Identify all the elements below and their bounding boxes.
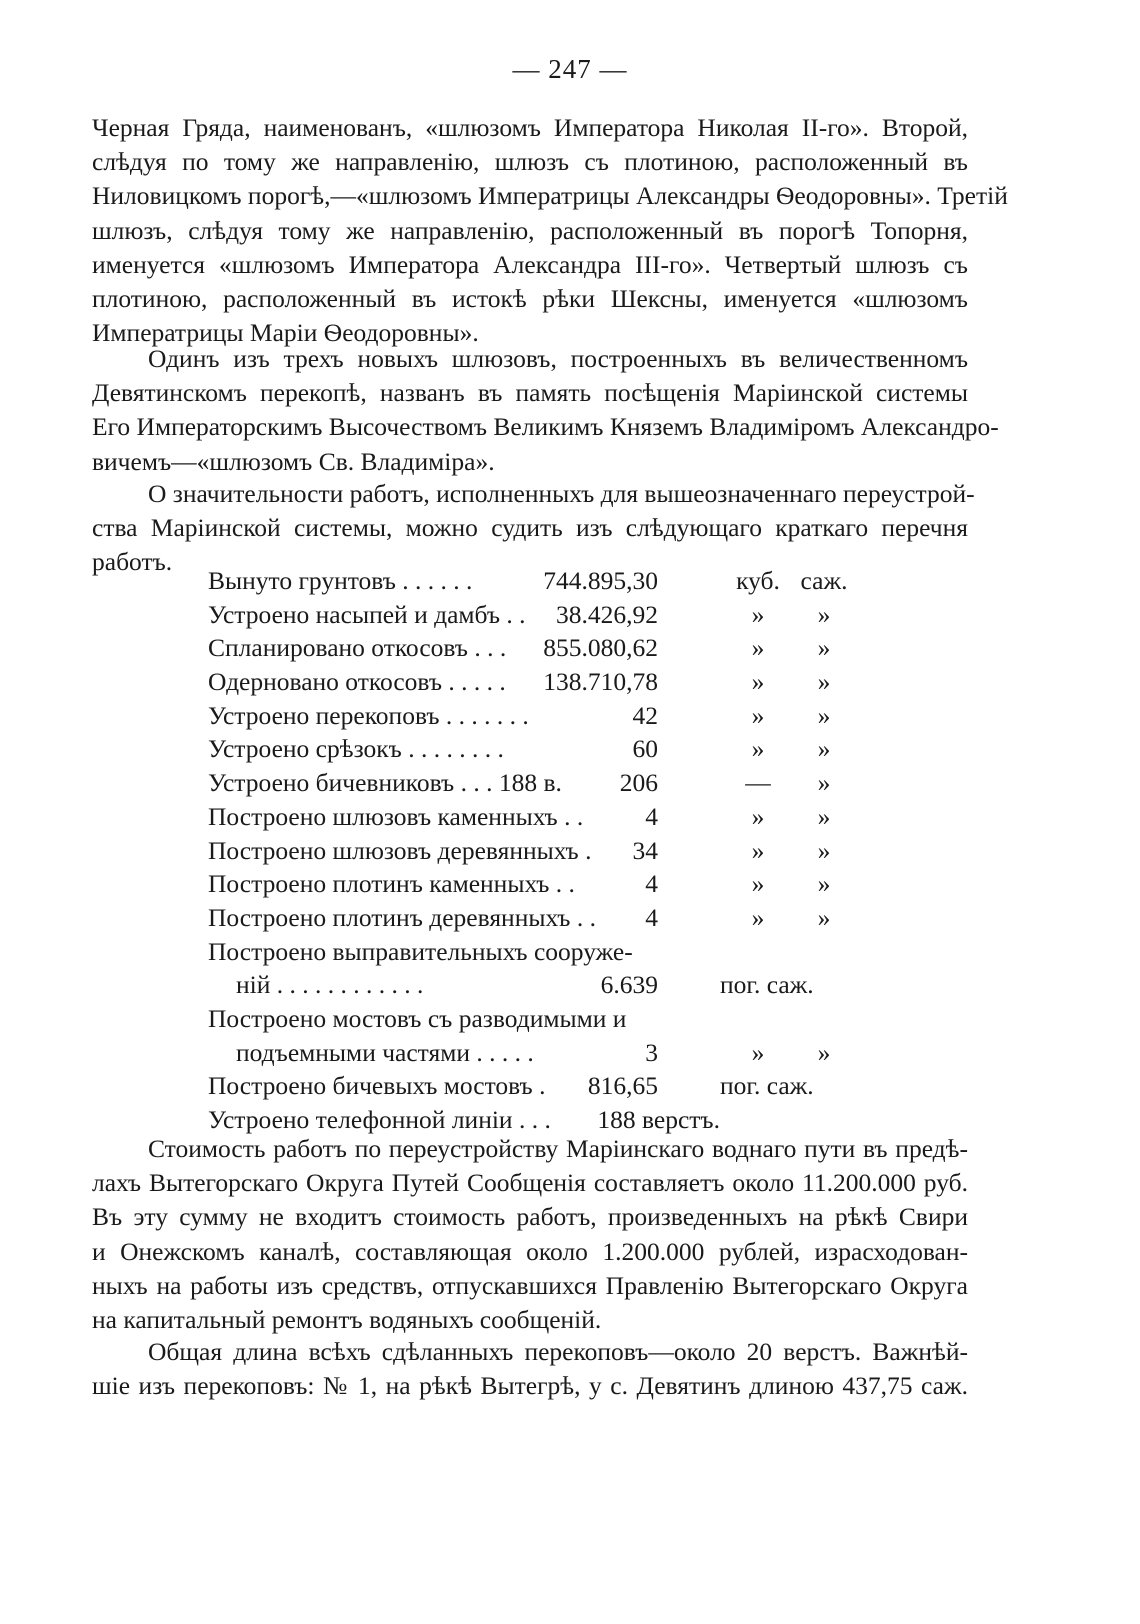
- paragraph-works-intro: [92, 477, 975, 580]
- work-row: [208, 1038, 888, 1072]
- work-row: [208, 1071, 888, 1105]
- text-line: Одинъ изъ трехъ новыхъ шлюзовъ, построенныхъ въ величественномъ: [148, 344, 968, 373]
- work-unit: —: [745, 768, 771, 798]
- page-number: — 247 —: [512, 54, 628, 84]
- work-label: подъемными частями . . . . .: [236, 1037, 534, 1067]
- text-line: Его Императорскимъ Высочествомъ Великимъ Княземъ Владимiромъ Александро-: [92, 412, 999, 442]
- text-line: Общая длина всѣхъ сдѣланныхъ перекоповъ—около 20 верстъ. Важнѣй-: [148, 1337, 968, 1366]
- text-line: на капитальный ремонтъ водяныхъ сообщенiй.: [92, 1305, 602, 1335]
- work-qty: 60: [632, 734, 658, 764]
- work-unit: »: [751, 700, 765, 730]
- work-qty: 206: [619, 768, 658, 798]
- work-unit: »: [817, 902, 831, 932]
- work-label: Устроено перекоповъ . . . . . . .: [208, 700, 529, 730]
- work-qty: 4: [645, 902, 658, 932]
- work-qty: 188 верстъ.: [597, 1105, 720, 1134]
- work-unit: »: [817, 768, 831, 798]
- work-unit: »: [751, 801, 765, 831]
- work-row: [208, 869, 888, 903]
- text-line: и Онежскомъ каналѣ, составляющая около 1.200.000 рублей, израсходован-: [92, 1236, 968, 1266]
- work-label: Устроено бичевниковъ . . . 188 в.: [208, 768, 562, 798]
- work-row: [208, 937, 888, 971]
- work-unit: »: [817, 734, 831, 764]
- work-unit: »: [751, 633, 765, 663]
- work-row: [208, 1004, 888, 1038]
- work-qty: 816,65: [587, 1071, 658, 1101]
- work-unit: »: [817, 801, 831, 831]
- work-row: [208, 768, 888, 802]
- work-unit: »: [751, 599, 765, 629]
- work-label: Построено шлюзовъ каменныхъ . .: [208, 801, 584, 831]
- paragraph-locks-names: [92, 111, 1008, 350]
- work-unit: »: [817, 633, 831, 663]
- work-unit: »: [817, 1037, 831, 1067]
- text-line: именуется «шлюзомъ Императора Александра III-го». Четвертый шлюзъ съ: [92, 249, 968, 279]
- text-line: шлюзъ, слѣдуя тому же направленiю, расположенный въ порогѣ Топорня,: [92, 215, 968, 245]
- work-unit: »: [817, 700, 831, 730]
- work-unit: »: [751, 902, 765, 932]
- work-row: [208, 667, 888, 701]
- text-line: плотиною, расположенный въ истокѣ рѣки Шексны, именуется «шлюзомъ: [92, 284, 968, 314]
- work-row: [208, 802, 888, 836]
- work-label: Устроено срѣзокъ . . . . . . . .: [208, 734, 504, 764]
- text-line: слѣдуя по тому же направленiю, шлюзъ съ плотиною, расположенный въ: [92, 147, 968, 177]
- text-line: ства Марiинской системы, можно судить изъ слѣдующаго краткаго перечня: [92, 513, 968, 543]
- text-line: Девятинскомъ перекопѣ, названъ въ память посѣщенiя Марiинской системы: [92, 378, 968, 408]
- work-label: Одерновано откосовъ . . . . .: [208, 667, 506, 697]
- work-row: [208, 600, 888, 634]
- text-line: Стоимость работъ по переустройству Марiинскаго воднаго пути въ предѣ-: [148, 1134, 968, 1163]
- work-unit: »: [817, 869, 831, 899]
- work-unit: пог. саж.: [720, 970, 814, 1000]
- work-label: Устроено насыпей и дамбъ . .: [208, 599, 526, 629]
- work-label: Устроено телефонной линiи . . .: [208, 1105, 551, 1134]
- work-qty: 4: [645, 869, 658, 899]
- text-line: ныхъ на работы изъ средствъ, отпускавшихся Правленiю Вытегорскаго Округа: [92, 1270, 968, 1300]
- text-line: вичемъ—«шлюзомъ Св. Владимiра».: [92, 446, 495, 476]
- work-qty: 744.895,30: [543, 566, 658, 595]
- work-label: нiй . . . . . . . . . . . .: [236, 970, 424, 1000]
- work-label: Вынуто грунтовъ . . . . . .: [208, 566, 473, 595]
- text-line: О значительности работъ, исполненныхъ для вышеозначеннаго переустрой-: [148, 479, 975, 508]
- work-qty: 138.710,78: [543, 667, 658, 697]
- work-unit: куб.: [736, 566, 780, 595]
- work-label: Построено выправительныхъ сооруже-: [208, 936, 633, 966]
- work-unit: »: [817, 835, 831, 865]
- work-label: Построено шлюзовъ деревянныхъ .: [208, 835, 592, 865]
- text-line: лахъ Вытегорскаго Округа Путей Сообщенiя составляетъ около 11.200.000 руб.: [92, 1168, 968, 1198]
- work-row: [208, 701, 888, 735]
- work-label: Построено мостовъ съ разводимыми и: [208, 1003, 627, 1033]
- works-list: [208, 566, 888, 1139]
- text-line: шiе изъ перекоповъ: № 1, на рѣкѣ Вытегрѣ, у с. Девятинъ длиною 437,75 саж.: [92, 1371, 968, 1401]
- text-line: работъ.: [92, 547, 173, 577]
- work-unit: »: [751, 667, 765, 697]
- work-row: [208, 734, 888, 768]
- paragraph-vladimir-lock: [92, 342, 999, 479]
- work-unit: »: [751, 869, 765, 899]
- work-qty: 4: [645, 801, 658, 831]
- work-row: [208, 903, 888, 937]
- work-unit: »: [817, 667, 831, 697]
- text-line: Въ эту сумму не входитъ стоимость работъ, произведенныхъ на рѣкѣ Свири: [92, 1202, 968, 1232]
- work-unit: саж.: [800, 566, 848, 595]
- work-row: [208, 836, 888, 870]
- work-unit: »: [751, 835, 765, 865]
- work-unit: пог. саж.: [720, 1071, 814, 1101]
- work-qty: 6.639: [600, 970, 658, 1000]
- work-row: [208, 633, 888, 667]
- text-line: Императрицы Марiи Ѳеодоровны».: [92, 318, 479, 348]
- work-label: Спланировано откосовъ . . .: [208, 633, 507, 663]
- work-unit: »: [751, 1037, 765, 1067]
- work-label: Построено плотинъ деревянныхъ . .: [208, 902, 596, 932]
- work-label: Построено бичевыхъ мостовъ .: [208, 1071, 546, 1101]
- work-qty: 855.080,62: [543, 633, 658, 663]
- text-line: Черная Гряда, наименованъ, «шлюзомъ Императора Николая II-го». Второй,: [92, 113, 968, 142]
- work-row: [208, 566, 888, 600]
- work-row: [208, 970, 888, 1004]
- work-qty: 38.426,92: [556, 599, 658, 629]
- work-qty: 34: [632, 835, 658, 865]
- work-unit: »: [751, 734, 765, 764]
- text-line: Ниловицкомъ порогѣ,—«шлюзомъ Императрицы Александры Ѳеодоровны». Третiй: [92, 181, 1008, 211]
- work-qty: 42: [632, 700, 658, 730]
- work-label: Построено плотинъ каменныхъ . .: [208, 869, 575, 899]
- work-qty: 3: [645, 1037, 658, 1067]
- paragraph-cost: [92, 1132, 968, 1337]
- paragraph-cuts-length: [92, 1335, 968, 1403]
- work-unit: »: [817, 599, 831, 629]
